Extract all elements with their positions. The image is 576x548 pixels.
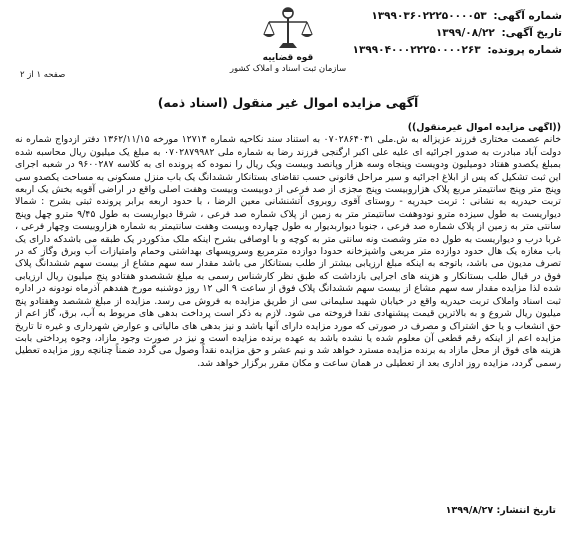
ad-date-value: ۱۳۹۹/۰۸/۲۲: [435, 27, 495, 39]
org-name-primary: قوه قضاییه: [262, 53, 314, 63]
file-number-value: ۱۳۹۹۰۴۰۰۰۲۲۲۵۰۰۰۰۲۶۳: [352, 44, 481, 56]
publish-date-value: ۱۳۹۹/۸/۲۷: [445, 505, 494, 516]
ad-date-row: [352, 25, 562, 42]
publish-date-label: تاریخ انتشار:: [496, 505, 556, 516]
file-number-row: [352, 42, 562, 59]
file-number-label: شماره پرونده:: [487, 44, 562, 56]
org-name-secondary: سازمان ثبت اسناد و املاک کشور: [229, 64, 347, 74]
notice-subheading: ((آگهی مزایده اموال غیرمنقول)): [407, 122, 561, 133]
ad-date-label: تاریخ آگهی:: [501, 27, 562, 39]
page-number: صفحه ۱ از ۲: [20, 70, 66, 80]
ad-info-block: [352, 8, 562, 59]
judiciary-emblem: [223, 4, 353, 75]
publish-date: [446, 505, 556, 516]
scales-of-justice-icon: [259, 4, 317, 52]
notice-body: [15, 122, 561, 502]
ad-number-value: ۱۳۹۹۰۳۶۰۲۲۲۵۰۰۰۰۵۳: [371, 10, 487, 22]
ad-number-row: [352, 8, 562, 25]
ad-number-label: شماره آگهی:: [493, 10, 562, 22]
notice-title: آگهی مزایده اموال غیر منقول (اسناد ذمه): [157, 95, 419, 110]
notice-body-paragraph: خانم عصمت مختاری فرزند عزیزاله به ش.ملی ۰۷۰۲۸۶۴۰۳۱ به استناد سند نکاحیه شماره ۱۲۷۱۴ مورخه ۱۳۶۲/۱۱/۱۵ دفتر ازدواج شماره نه دولت آباد مبادرت به صدور اجرائیه ای علیه علی اکبر ارگنجی فرزند رضا به شماره ملی ۰۷۰۲۸۷۹۹۸۲ به مبلغ یک میلیون ریال محاسبه شده بمبلغ یکصدو هفتاد دومیلیون ودویست وپنجاه وسه هزار وپانصد وبیست ویک ریال را نموده که پرونده ای به کلاسه ۹۶۰۰۲۸۷ در شعبه اجرای این ثبت تشکیل که پس از ابلاغ اجرائیه و سیر مراحل قانونی حسب تقاضای بستانکار ششدانگ یک باب منزل مسکونی به مساحت یکصدو سی وپنج متر وپنج سانتیمتر مربع پلاک هزاروبیست وپنج مجزی از صد فرعی از دوبیست وبیست وهفت اصلی واقع در اراضی آقویه بخش یک اربعه تربت حیدریه به نشانی : تربت حیدریه - روستای آقوی روبروی آتشنشانی معین الرضا ، با حدود اربعه برابر پرونده ثبتی بشرح : شمالا دیواریست به طول سیزده مترو نودوهفت سانتیمتر متر به زمین از پلاک شماره صد فرعی ، شرقا دیواریست به طول ۹/۴۵ مترو چهل وپنج سانتی متر به زمین از پلاک شماره صد فرعی ، جنوبا دیواربدیوار به طول چهارده وبیست وهفت سانتیمتر به شماره هزاروبیست وچهار فرعی ، غربا درب و دیواریست به طول ده متر وشصت ونه سانتی متر به کوچه و با اوصافی بشرح اینکه ملک مذکوردر یک طبقه می باشدکه دارای یک باب مغازه یک هال حدود دوازده متر مربعی واشپزخانه حدودا دوازده مترمربع وسرویسهای بهداشتی وحمام وامتیازات آب وبرق وگاز که در تصرف مدیون می باشد، باتوجه به اینکه مبلغ ارزیابی بیشتر از طلب بستانکار می باشد مقدار سه سهم مشاع از بیست سهم ششدانگ پلاک فوق در قبال طلب بستانکار و هزینه های اجرایی بازداشت که طبق نظر کارشناس رسمی به مبلغ ششصدو هفتادو پنج میلیون ریال ارزیابی شده لذا مزایده مقدار سه سهم مشاع از بیست سهم ششدانگ پلاک فوق از ساعت ۹ الی ۱۲ روز دوشنبه مورخ هفدهم آذرماه نودونه در اداره ثبت اسناد واملاک تربت حیدریه واقع در خیابان شهید سلیمانی سی از طریق مزایده به فروش می رسد. مزایده از مبلغ ششصد وهفتادو پنج میلیون ریال شروع و به بالاترین قیمت پیشنهادی نقدا فروخته می شود. لازم به ذکر است پرداخت بدهی های مربوط به آب، برق، گاز اعم از حق انشعاب و یا حق اشتراک و مصرف در صورتی که مورد مزایده دارای آنها باشد و نیز بدهی های مالیاتی و عوارض شهرداری و غیره تا تاریخ مزایده اعم از اینکه رقم قطعی آن معلوم شده یا نشده باشد به عهده برنده مزایده است و نیز در صورت وجود مازاد، وجوه پرداختی بابت هزینه های فوق از محل مازاد به برنده مزایده مسترد خواهد شد و نیم عشر و حق مزایده نقداً وصول می گردد ضمناً چنانچه روز مزایده تعطیل رسمی گردد، مزایده روز اداری بعد از تعطیلی در همان ساعت و مکان مقرر برگزار خواهد شد.: [15, 134, 561, 369]
